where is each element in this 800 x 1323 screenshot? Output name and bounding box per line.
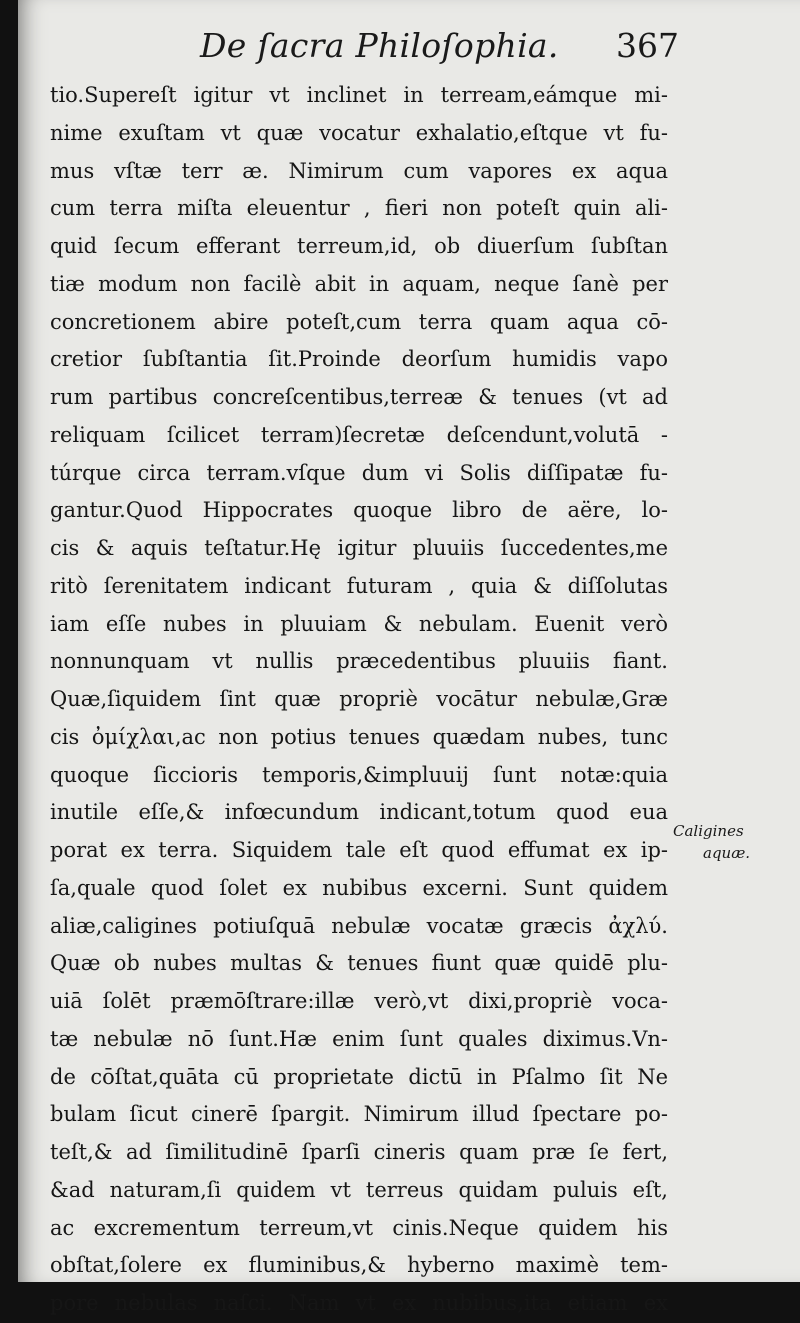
body-text <box>50 77 690 1323</box>
text-line: quoque ſiccioris temporis,&impluuij ſunt notæ:quia <box>50 762 668 787</box>
text-line: obſtat,ſolere ex fluminibus,& hyberno maximè tem- <box>50 1253 668 1278</box>
text-line: ſa,quale quod ſolet ex nubibus excerni. Sunt quidem <box>50 875 668 900</box>
page-number: 367 <box>616 26 679 65</box>
text-line: concretionem abire poteſt,cum terra quam aqua cō- <box>50 309 668 334</box>
text-line: mus vſtæ terr æ. Nimirum cum vapores ex aqua <box>50 158 668 183</box>
text-line: ritò ſerenitatem indicant futuram , quia & diſſolutas <box>50 573 668 598</box>
text-line: tio.Supereſt igitur vt inclinet in terream,eámque mi- <box>50 83 668 107</box>
text-line: &ad naturam,ſi quidem vt terreus quidam puluis eſt, <box>50 1177 668 1202</box>
page-header <box>18 18 800 78</box>
text-line: cum terra miſta eleuentur , fieri non poteſt quin ali- <box>50 196 668 221</box>
text-line: tiæ modum non facilè abit in aquam, neque ſanè per <box>50 271 668 296</box>
text-line: Quæ,ſiquidem ſint quæ propriè vocātur nebulæ,Græ <box>50 687 668 711</box>
text-line: aliæ,caligines potiuſquā nebulæ vocatæ græcis ἀχλύ. <box>50 913 668 938</box>
text-line: nime exuſtam vt quæ vocatur exhalatio,eſtque vt fu- <box>50 120 668 145</box>
margin-note-line: aquæ. <box>703 844 751 862</box>
text-line: bulam ſicut cinerē ſpargit. Nimirum illud ſpectare po- <box>50 1102 668 1127</box>
margin-note-line: Caligines <box>673 822 744 840</box>
text-line: túrque circa terram.vſque dum vi Solis diſſipatæ fu- <box>50 460 668 485</box>
text-line: tæ nebulæ nō ſunt.Hæ enim ſunt quales diximus.Vn- <box>50 1026 668 1051</box>
margin-note <box>673 820 793 864</box>
text-line: ac excrementum terreum,vt cinis.Neque quidem his <box>50 1215 668 1240</box>
book-page <box>18 0 800 1315</box>
text-line: nonnunquam vt nullis præcedentibus pluuiis fiant. <box>50 649 668 674</box>
text-line: pore nebulas naſci. Nam vt ex nubibus,ita etiam ex <box>50 1291 668 1315</box>
text-line: rum partibus concreſcentibus,terreæ & tenues (vt ad <box>50 385 668 409</box>
text-line: quid ſecum efferant terreum,id, ob diuerſum ſubſtan <box>50 234 668 258</box>
text-line: de cōſtat,quāta cū proprietate dictū in Pſalmo ſit Ne <box>50 1064 668 1089</box>
text-line: porat ex terra. Siquidem tale eſt quod effumat ex ip- <box>50 838 668 862</box>
text-line: iam eſſe nubes in pluuiam & nebulam. Euenit verò <box>50 611 668 636</box>
running-title: De ſacra Philoſophia. <box>200 26 559 65</box>
text-line: cis & aquis teſtatur.Hę igitur pluuiis ſuccedentes,me <box>50 536 668 560</box>
text-line: reliquam ſcilicet terram)ſecretæ deſcendunt,volutā - <box>50 422 668 447</box>
text-line: inutile eſſe,& infœcundum indicant,totum quod eua <box>50 800 668 825</box>
text-line: gantur.Quod Hippocrates quoque libro de aëre, lo- <box>50 498 668 523</box>
text-line: uiā ſolēt præmōſtrare:illæ verò,vt dixi,propriè voca- <box>50 989 668 1013</box>
text-line: cis ὀμίχλαι,ac non potius tenues quædam nubes, tunc <box>50 724 668 749</box>
text-line: Quæ ob nubes multas & tenues fiunt quæ quidē plu- <box>50 951 668 976</box>
text-line: teſt,& ad ſimilitudinē ſparſi cineris quam præ ſe fert, <box>50 1140 668 1164</box>
text-line: cretior ſubſtantia ſit.Proinde deorſum humidis vapo <box>50 347 668 372</box>
